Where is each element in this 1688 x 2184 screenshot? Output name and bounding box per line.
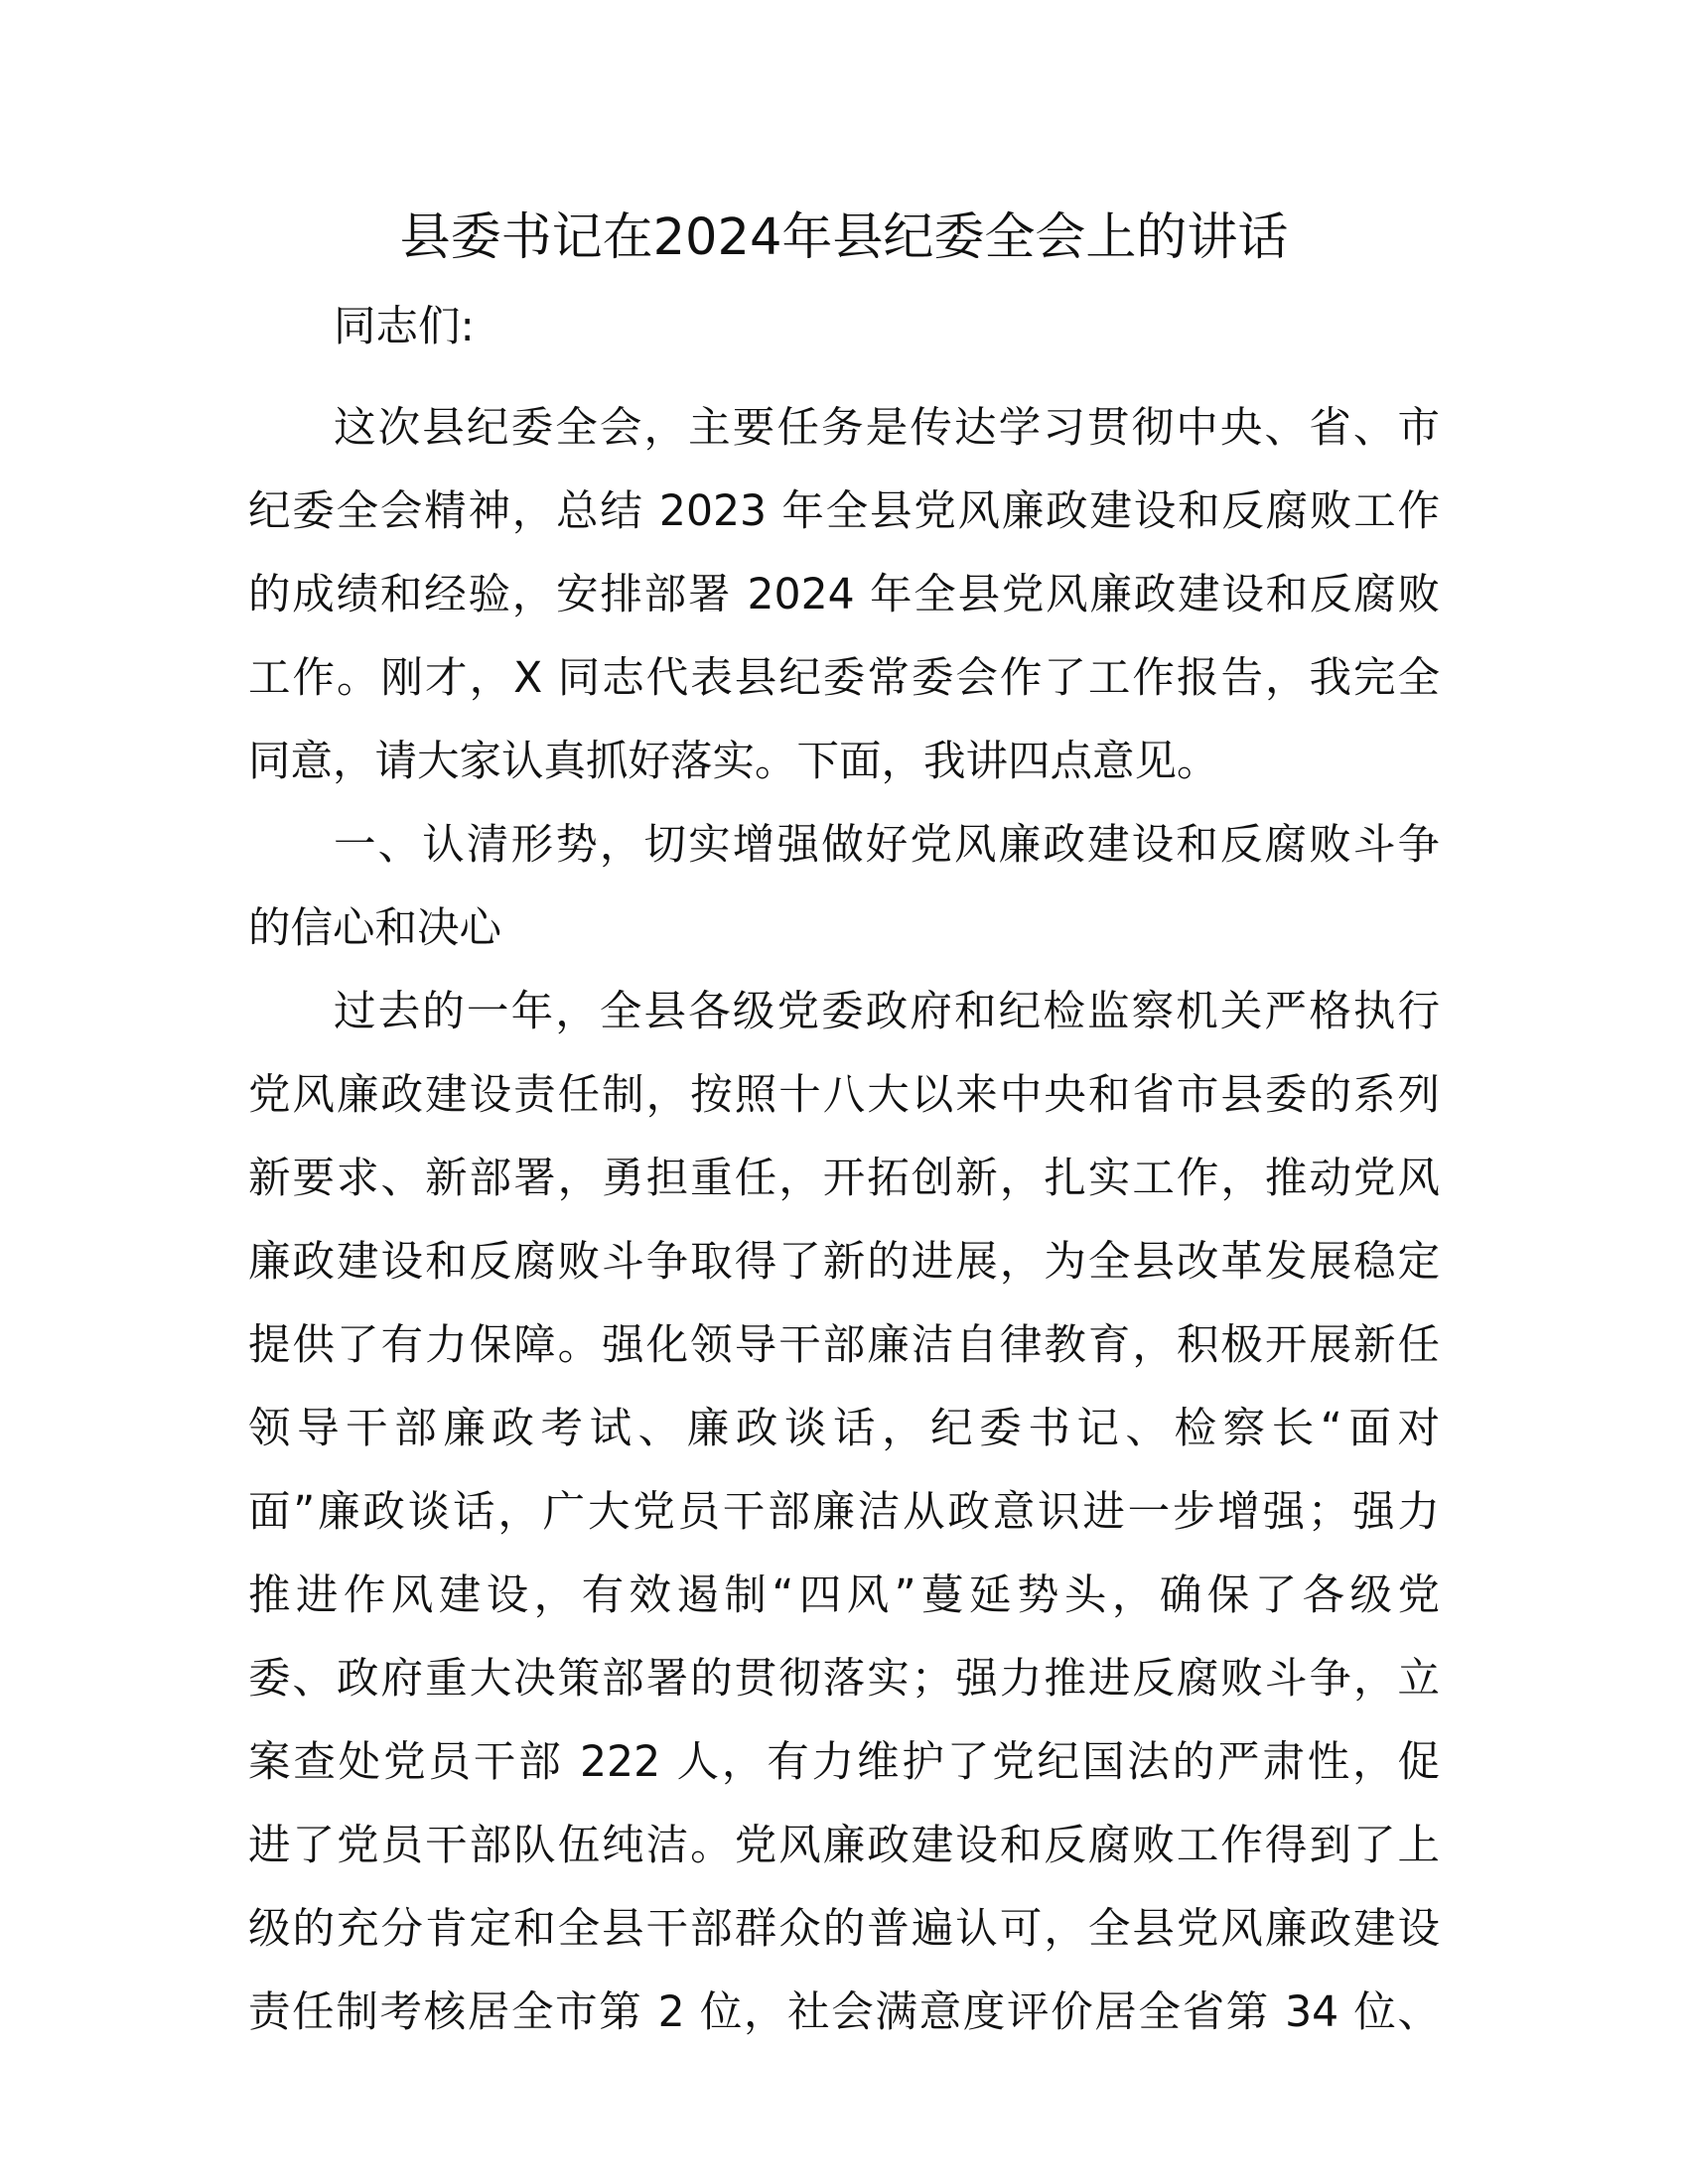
body-line-2: 党风廉政建设责任制，按照十八大以来中央和省市县委的系列 bbox=[248, 1071, 1440, 1120]
body-line-9: 委、政府重大决策部署的贯彻落实；强力推进反腐败斗争，立 bbox=[248, 1655, 1440, 1704]
body-line-4: 廉政建设和反腐败斗争取得了新的进展，为全县改革发展稳定 bbox=[248, 1238, 1440, 1287]
body-line-8: 推进作风建设，有效遏制“四风”蔓延势头，确保了各级党 bbox=[248, 1571, 1440, 1620]
intro-line-1: 这次县纪委全会，主要任务是传达学习贯彻中央、省、市 bbox=[334, 404, 1440, 453]
body-line-3: 新要求、新部署，勇担重任，开拓创新，扎实工作，推动党风 bbox=[248, 1155, 1440, 1203]
intro-line-3: 的成绩和经验，安排部署 2024 年全县党风廉政建设和反腐败 bbox=[248, 571, 1440, 619]
intro-line-5: 同意，请大家认真抓好落实。下面，我讲四点意见。 bbox=[248, 738, 1219, 786]
body-line-1: 过去的一年，全县各级党委政府和纪检监察机关严格执行 bbox=[334, 988, 1440, 1036]
body-line-7: 面”廉政谈话，广大党员干部廉洁从政意识进一步增强；强力 bbox=[248, 1488, 1440, 1537]
intro-line-4: 工作。刚才，X 同志代表县纪委常委会作了工作报告，我完全 bbox=[248, 654, 1440, 703]
document-title: 县委书记在2024年县纪委全会上的讲话 bbox=[399, 208, 1289, 267]
body-line-11: 进了党员干部队伍纯洁。党风廉政建设和反腐败工作得到了上 bbox=[248, 1822, 1440, 1870]
section1-heading-line-1: 一、认清形势，切实增强做好党风廉政建设和反腐败斗争 bbox=[334, 821, 1440, 870]
salutation: 同志们: bbox=[334, 303, 475, 351]
body-line-6: 领导干部廉政考试、廉政谈话，纪委书记、检察长“面对 bbox=[248, 1405, 1440, 1453]
body-line-5: 提供了有力保障。强化领导干部廉洁自律教育，积极开展新任 bbox=[248, 1321, 1440, 1370]
intro-line-2: 纪委全会精神，总结 2023 年全县党风廉政建设和反腐败工作 bbox=[248, 487, 1440, 536]
body-line-10: 案查处党员干部 222 人，有力维护了党纪国法的严肃性，促 bbox=[248, 1738, 1440, 1787]
body-line-13: 责任制考核居全市第 2 位，社会满意度评价居全省第 34 位、 bbox=[248, 1988, 1440, 2037]
section1-heading-line-2: 的信心和决心 bbox=[248, 904, 502, 953]
body-line-12: 级的充分肯定和全县干部群众的普遍认可，全县党风廉政建设 bbox=[248, 1905, 1440, 1954]
